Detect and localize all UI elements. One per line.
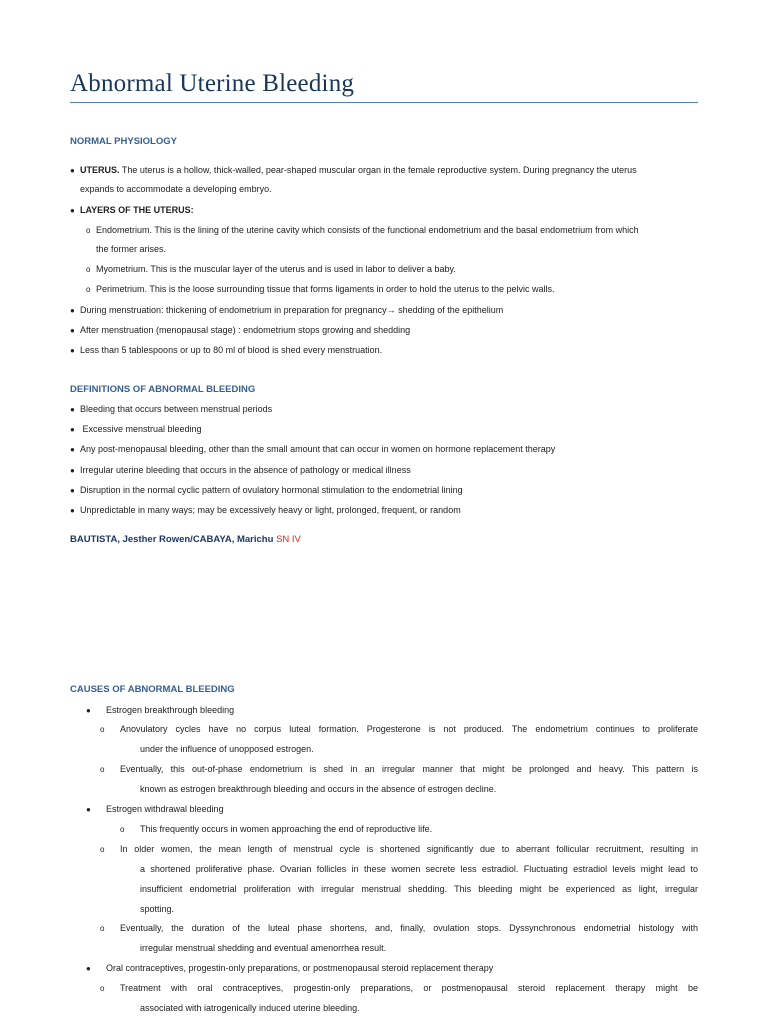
cause-text: o In older women, the mean length of menstrual cycle is shortened significantly due to aberrant follicular recruitment, resulting in xyxy=(100,844,698,854)
definition-item: ● Disruption in the normal cyclic pattern of ovulatory hormonal stimulation to the endometrial lining xyxy=(70,485,463,495)
uterus-text: The uterus is a hollow, thick-walled, pear-shaped muscular organ in the female reproductive system. During pregnancy the uterus xyxy=(119,165,637,175)
cause-oral: ● Oral contraceptives, progestin-only preparations, or postmenopausal steroid replacement therapy xyxy=(86,963,494,973)
title-underline xyxy=(70,102,698,103)
cause-text: associated with iatrogenically induced uterine bleeding. xyxy=(140,1003,360,1013)
cause-breakthrough: ● Estrogen breakthrough bleeding xyxy=(86,705,235,715)
bullet-less: ● Less than 5 tablespoons or up to 80 ml of blood is shed every menstruation. xyxy=(70,345,383,355)
bullet-layers xyxy=(70,204,194,217)
bullet-dot-icon: ● xyxy=(86,706,91,715)
definition-item: ● Excessive menstrual bleeding xyxy=(70,424,202,434)
bullet-dot-icon: ● xyxy=(70,346,75,355)
circle-bullet-icon: o xyxy=(86,265,91,274)
sub-endometrium-cont: the former arises. xyxy=(96,244,167,254)
circle-bullet-icon: o xyxy=(100,725,105,734)
cause-text: under the influence of unopposed estrogen. xyxy=(140,744,314,754)
cause-text: insufficient endometrial proliferation with irregular menstrual shedding. This bleeding might be experienced as light, irregular xyxy=(140,884,698,894)
bullet-after: ● After menstruation (menopausal stage) : endometrium stops growing and shedding xyxy=(70,325,411,335)
bullet-dot-icon: ● xyxy=(70,506,75,515)
bullet-dot-icon: ● xyxy=(70,425,75,434)
circle-bullet-icon: o xyxy=(100,845,105,854)
sub-endometrium: o Endometrium. This is the lining of the uterine cavity which consists of the functional endometrium and the basal endometrium from which xyxy=(86,225,639,235)
bullet-uterus xyxy=(70,164,637,177)
bullet-dot-icon: ● xyxy=(70,466,75,475)
sub-perimetrium: o Perimetrium. This is the loose surrounding tissue that forms ligaments in order to hold the uterus to the pelvic walls. xyxy=(86,284,555,294)
cause-text: o Treatment with oral contraceptives, progestin-only preparations, or postmenopausal steroid replacement therapy might be xyxy=(100,983,698,993)
cause-text: irregular menstrual shedding and eventual amenorrhea result. xyxy=(140,943,387,953)
bullet-dot-icon: ● xyxy=(70,405,75,414)
author-suffix: SN IV xyxy=(276,534,301,545)
definition-item: ● Bleeding that occurs between menstrual periods xyxy=(70,404,273,414)
circle-bullet-icon: o xyxy=(86,285,91,294)
cause-text: o This frequently occurs in women approaching the end of reproductive life. xyxy=(120,824,433,834)
bullet-dot-icon: ● xyxy=(86,805,91,814)
cause-text: known as estrogen breakthrough bleeding and occurs in the absence of estrogen decline. xyxy=(140,784,497,794)
circle-bullet-icon: o xyxy=(100,765,105,774)
bullet-dot-icon: ● xyxy=(70,306,75,315)
cause-text: spotting. xyxy=(140,904,175,914)
sub-myometrium: o Myometrium. This is the muscular layer of the uterus and is used in labor to deliver a baby. xyxy=(86,264,456,274)
uterus-label: UTERUS. xyxy=(80,165,120,175)
document-title: Abnormal Uterine Bleeding xyxy=(70,70,355,97)
cause-text: o Eventually, the duration of the luteal phase shortens, and, finally, ovulation stops. Dyssynchronous endometrial histology with xyxy=(100,923,698,933)
heading-normal-physiology: NORMAL PHYSIOLOGY xyxy=(70,136,177,147)
author-names: BAUTISTA, Jesther Rowen/CABAYA, Marichu xyxy=(70,534,277,545)
bullet-during: ● During menstruation: thickening of endometrium in preparation for pregnancy→ shedding of the epithelium xyxy=(70,305,504,315)
circle-bullet-icon: o xyxy=(100,984,105,993)
uterus-text-cont: expands to accommodate a developing embryo. xyxy=(80,184,272,194)
bullet-dot-icon: ● xyxy=(70,486,75,495)
definition-item: ● Any post-menopausal bleeding, other than the small amount that can occur in women on hormone replacement therapy xyxy=(70,444,556,454)
author-line xyxy=(70,534,301,545)
circle-bullet-icon: o xyxy=(86,226,91,235)
heading-definitions: DEFINITIONS OF ABNORMAL BLEEDING xyxy=(70,384,256,395)
cause-text: o Anovulatory cycles have no corpus luteal formation. Progesterone is not produced. The endometrium continues to proliferate xyxy=(100,724,698,734)
bullet-dot-icon: ● xyxy=(86,964,91,973)
cause-text: o Eventually, this out-of-phase endometrium is shed in an irregular manner that might be prolonged and heavy. This pattern is xyxy=(100,764,698,774)
layers-label: LAYERS OF THE UTERUS: xyxy=(80,205,194,215)
heading-causes: CAUSES OF ABNORMAL BLEEDING xyxy=(70,684,235,695)
bullet-dot-icon: ● xyxy=(70,445,75,454)
circle-bullet-icon: o xyxy=(100,924,105,933)
cause-withdrawal: ● Estrogen withdrawal bleeding xyxy=(86,804,224,814)
cause-text: a shortened proliferative phase. Ovarian follicles in these women secrete less estradiol. Fluctuating estradiol levels might lead to xyxy=(140,864,698,874)
bullet-dot-icon: ● xyxy=(70,326,75,335)
bullet-dot-icon: ● xyxy=(70,206,75,215)
circle-bullet-icon: o xyxy=(120,825,125,834)
definition-item: ● Irregular uterine bleeding that occurs in the absence of pathology or medical illness xyxy=(70,465,411,475)
definition-item: ● Unpredictable in many ways; may be excessively heavy or light, prolonged, frequent, or random xyxy=(70,505,461,515)
bullet-dot-icon: ● xyxy=(70,166,75,175)
